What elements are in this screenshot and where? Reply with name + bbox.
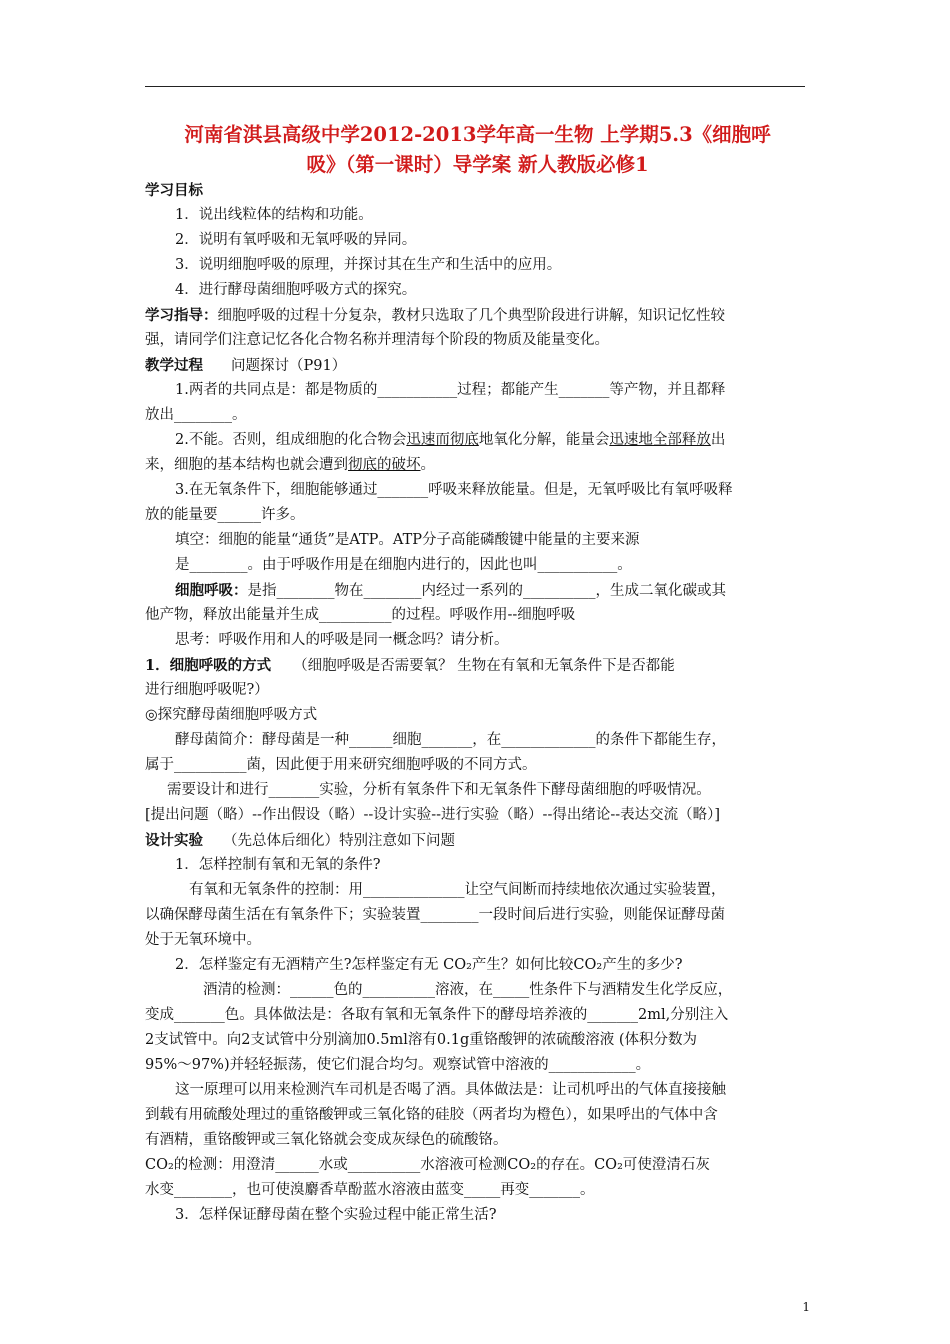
header-rule (145, 86, 805, 87)
section-1-note-line: 进行细胞呼吸呢?） (145, 682, 269, 698)
page-number: 1 (802, 1300, 810, 1314)
design-question-2: 2．怎样鉴定有无酒精产生?怎样鉴定有无 CO₂产生？如何比较CO₂产生的多少? (175, 957, 683, 973)
objective-item: 4．进行酵母菌细胞呼吸方式的探究。 (175, 282, 417, 298)
q2-text: 出 (710, 432, 726, 448)
process-label: 教学过程 (145, 357, 203, 374)
explore-heading: ◎探究酵母菌细胞呼吸方式 (145, 707, 318, 723)
question-2-line (145, 453, 810, 478)
section-1-note: （细胞呼吸是否需要氧？ 生物在有氧和无氧条件下是否都能 (293, 658, 675, 674)
q2-underlined: 迅速地全部释放 (609, 432, 711, 448)
document-title (145, 120, 810, 180)
design-question-3: 3．怎样保证酵母菌在整个实验过程中能正常生活? (175, 1207, 497, 1223)
driver-test-line: 到载有用硫酸处理过的重铬酸钾或三氧化铬的硅胶（两者均为橙色），如果呼出的气体中含 (145, 1107, 718, 1123)
objective-item: 2．说明有氧呼吸和无氧呼吸的异同。 (175, 232, 417, 248)
q2-text: 。 (420, 457, 435, 473)
driver-test-line: 有酒精，重铬酸钾或三氧化铬就会变成灰绿色的硫酸铬。 (145, 1132, 508, 1148)
co2-test-line: 水变________，也可使溴麝香草酚蓝水溶液由蓝变_____再变_______。 (145, 1182, 595, 1198)
title-line-1: 河南省淇县高级中学2012-2013学年高一生物 上学期5.3《细胞呼 (184, 123, 771, 146)
document-body (145, 178, 810, 1228)
question-3-line: 放的能量要______许多。 (145, 507, 305, 523)
guide-label: 学习指导： (145, 307, 218, 324)
co2-test-line: CO₂的检测：用澄清______水或__________水溶液可检测CO₂的存在。CO₂可使澄清石灰 (145, 1157, 710, 1173)
steps-line: [提出问题（略）--作出假设（略）--设计实验--进行实验（略）--得出绪论--表达交流（略）] (145, 807, 721, 823)
control-line: 处于无氧环境中。 (145, 932, 261, 948)
respiration-label: 细胞呼吸： (175, 582, 248, 599)
process-subtitle: 问题探讨（P91） (231, 358, 347, 374)
section-1-heading: 1．细胞呼吸的方式 (145, 657, 272, 674)
fill-blank-line: 是________。由于呼吸作用是在细胞内进行的，因此也叫___________。 (175, 557, 632, 573)
q2-underlined: 迅速而彻底 (406, 432, 479, 448)
q2-text: 地氧化分解，能量会 (478, 432, 610, 448)
design-label: 设计实验 (145, 832, 203, 849)
alcohol-test-line: 95%～97%)并轻轻振荡，使它们混合均匀。观察试管中溶液的____________。 (145, 1057, 651, 1073)
respiration-definition-line: 他产物，释放出能量并生成__________的过程。呼吸作用--细胞呼吸 (145, 607, 576, 623)
design-question-1: 1．怎样控制有氧和无氧的条件? (175, 857, 381, 873)
q2-underlined: 彻底的破坏 (348, 457, 421, 473)
respiration-text: 是指________物在________内经过一系列的__________，生成二氧化碳或其 (247, 583, 726, 599)
design-heading-line (145, 828, 810, 853)
objectives-heading: 学习目标 (145, 182, 203, 199)
driver-test-line: 这一原理可以用来检测汽车司机是否喝了酒。具体做法是：让司机呼出的气体直接接触 (175, 1082, 726, 1098)
yeast-intro-line: 属于__________菌，因此便于用来研究细胞呼吸的不同方式。 (145, 757, 537, 773)
alcohol-test-line: 酒清的检测：______色的__________溶液，在_____性条件下与酒精发生化学反应， (203, 982, 733, 998)
question-3-line: 3.在无氧条件下，细胞能够通过_______呼吸来释放能量。但是，无氧呼吸比有氧呼吸释 (175, 482, 733, 498)
alcohol-test-line: 2支试管中。向2支试管中分别滴加0.5ml溶有0.1g重铬酸钾的浓硫酸溶液 (体积分数为 (145, 1032, 698, 1048)
question-1-line: 放出________。 (145, 407, 247, 423)
design-note: （先总体后细化）特别注意如下问题 (223, 833, 455, 849)
question-1-line: 1.两者的共同点是：都是物质的___________过程；都能产生_______等产物，并且都释 (175, 382, 726, 398)
objective-item: 3．说明细胞呼吸的原理，并探讨其在生产和生活中的应用。 (175, 257, 562, 273)
respiration-definition-line (145, 578, 810, 603)
q2-text: 来，细胞的基本结构也就会遭到 (145, 457, 348, 473)
title-line-2: 吸》（第一课时）导学案 新人教版必修1 (306, 153, 649, 176)
fill-blank-line: 填空：细胞的能量“通货”是ATP。ATP分子高能磷酸键中能量的主要来源 (175, 532, 640, 548)
need-line: 需要设计和进行_______实验，分析有氧条件下和无氧条件下酵母菌细胞的呼吸情况。 (167, 782, 711, 798)
alcohol-test-line: 变成_______色。具体做法是：各取有氧和无氧条件下的酵母培养液的_______2ml,分别注入 (145, 1007, 729, 1023)
control-line: 以确保酵母菌生活在有氧条件下；实验装置________一段时间后进行实验，则能保证酵母菌 (145, 907, 725, 923)
section-1-heading-line (145, 653, 810, 678)
guide-paragraph-line: 强，请同学们注意记忆各化合物名称并理清每个阶段的物质及能量变化。 (145, 332, 609, 348)
process-heading-line (145, 353, 810, 378)
guide-paragraph-line (145, 303, 810, 328)
think-question: 思考：呼吸作用和人的呼吸是同一概念吗？请分析。 (175, 632, 509, 648)
yeast-intro-line: 酵母菌简介：酵母菌是一种______细胞_______，在_____________的条件下都能生存， (175, 732, 726, 748)
question-2-line (145, 428, 810, 453)
q2-text: 2.不能。否则，组成细胞的化合物会 (175, 432, 407, 448)
objective-item: 1．说出线粒体的结构和功能。 (175, 207, 373, 223)
control-line: 有氧和无氧条件的控制：用______________让空气间断而持续地依次通过实验装置， (189, 882, 726, 898)
guide-text: 细胞呼吸的过程十分复杂，教材只选取了几个典型阶段进行讲解，知识记忆性较 (217, 308, 725, 324)
